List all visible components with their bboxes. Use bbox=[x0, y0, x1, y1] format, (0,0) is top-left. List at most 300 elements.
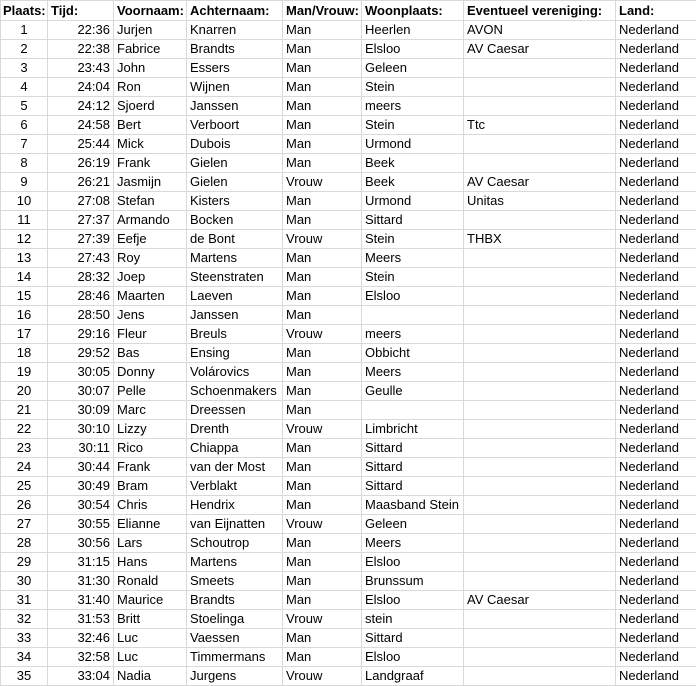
cell-achternaam[interactable]: Vaessen bbox=[187, 629, 283, 648]
table-row bbox=[1, 59, 696, 78]
cell-tijd[interactable]: 28:32 bbox=[48, 268, 114, 287]
table-row bbox=[1, 382, 696, 401]
cell-man-vrouw[interactable]: Man bbox=[283, 458, 362, 477]
cell-voornaam[interactable]: Marc bbox=[114, 401, 187, 420]
cell-achternaam[interactable]: Gielen bbox=[187, 173, 283, 192]
cell-achternaam[interactable]: Timmermans bbox=[187, 648, 283, 667]
cell-voornaam[interactable]: Fleur bbox=[114, 325, 187, 344]
cell-plaats[interactable]: 4 bbox=[1, 78, 48, 97]
cell-vereniging[interactable] bbox=[464, 59, 616, 78]
cell-man-vrouw[interactable]: Man bbox=[283, 401, 362, 420]
cell-man-vrouw[interactable]: Man bbox=[283, 249, 362, 268]
cell-vereniging[interactable] bbox=[464, 629, 616, 648]
cell-tijd[interactable]: 33:04 bbox=[48, 667, 114, 686]
cell-achternaam[interactable]: Essers bbox=[187, 59, 283, 78]
cell-vereniging[interactable]: AV Caesar bbox=[464, 173, 616, 192]
cell-woonplaats[interactable]: Geleen bbox=[362, 515, 464, 534]
cell-man-vrouw[interactable]: Man bbox=[283, 629, 362, 648]
cell-woonplaats[interactable]: Elsloo bbox=[362, 40, 464, 59]
cell-man-vrouw[interactable]: Man bbox=[283, 268, 362, 287]
cell-man-vrouw[interactable]: Man bbox=[283, 59, 362, 78]
cell-plaats[interactable]: 31 bbox=[1, 591, 48, 610]
cell-voornaam[interactable]: John bbox=[114, 59, 187, 78]
cell-woonplaats[interactable]: Heerlen bbox=[362, 21, 464, 40]
cell-tijd[interactable]: 28:50 bbox=[48, 306, 114, 325]
cell-vereniging[interactable] bbox=[464, 135, 616, 154]
cell-man-vrouw[interactable]: Vrouw bbox=[283, 667, 362, 686]
cell-voornaam[interactable]: Ron bbox=[114, 78, 187, 97]
cell-woonplaats[interactable]: Sittard bbox=[362, 211, 464, 230]
cell-tijd[interactable]: 30:49 bbox=[48, 477, 114, 496]
cell-achternaam[interactable]: Brandts bbox=[187, 591, 283, 610]
cell-achternaam[interactable]: Kisters bbox=[187, 192, 283, 211]
cell-voornaam[interactable]: Hans bbox=[114, 553, 187, 572]
cell-tijd[interactable]: 24:12 bbox=[48, 97, 114, 116]
cell-land[interactable]: Nederland bbox=[616, 420, 696, 439]
cell-man-vrouw[interactable]: Man bbox=[283, 591, 362, 610]
cell-tijd[interactable]: 30:10 bbox=[48, 420, 114, 439]
header-man-vrouw[interactable]: Man/Vrouw: bbox=[283, 1, 362, 21]
cell-vereniging[interactable]: Ttc bbox=[464, 116, 616, 135]
cell-voornaam[interactable]: Eefje bbox=[114, 230, 187, 249]
cell-woonplaats[interactable]: Maasband Stein bbox=[362, 496, 464, 515]
cell-woonplaats[interactable]: meers bbox=[362, 97, 464, 116]
cell-woonplaats[interactable]: Beek bbox=[362, 173, 464, 192]
cell-plaats[interactable]: 16 bbox=[1, 306, 48, 325]
cell-vereniging[interactable] bbox=[464, 439, 616, 458]
cell-land[interactable]: Nederland bbox=[616, 287, 696, 306]
cell-tijd[interactable]: 24:04 bbox=[48, 78, 114, 97]
cell-land[interactable]: Nederland bbox=[616, 21, 696, 40]
cell-tijd[interactable]: 30:09 bbox=[48, 401, 114, 420]
cell-man-vrouw[interactable]: Vrouw bbox=[283, 515, 362, 534]
cell-plaats[interactable]: 34 bbox=[1, 648, 48, 667]
cell-plaats[interactable]: 26 bbox=[1, 496, 48, 515]
cell-achternaam[interactable]: Janssen bbox=[187, 306, 283, 325]
cell-tijd[interactable]: 31:53 bbox=[48, 610, 114, 629]
cell-plaats[interactable]: 33 bbox=[1, 629, 48, 648]
cell-voornaam[interactable]: Pelle bbox=[114, 382, 187, 401]
cell-tijd[interactable]: 28:46 bbox=[48, 287, 114, 306]
cell-man-vrouw[interactable]: Man bbox=[283, 192, 362, 211]
cell-land[interactable]: Nederland bbox=[616, 458, 696, 477]
cell-woonplaats[interactable]: Stein bbox=[362, 78, 464, 97]
cell-achternaam[interactable]: de Bont bbox=[187, 230, 283, 249]
cell-plaats[interactable]: 32 bbox=[1, 610, 48, 629]
cell-voornaam[interactable]: Bas bbox=[114, 344, 187, 363]
cell-voornaam[interactable]: Sjoerd bbox=[114, 97, 187, 116]
cell-land[interactable]: Nederland bbox=[616, 173, 696, 192]
header-vereniging[interactable]: Eventueel vereniging: bbox=[464, 1, 616, 21]
cell-achternaam[interactable]: Volárovics bbox=[187, 363, 283, 382]
cell-voornaam[interactable]: Jasmijn bbox=[114, 173, 187, 192]
cell-woonplaats[interactable]: Geulle bbox=[362, 382, 464, 401]
cell-land[interactable]: Nederland bbox=[616, 610, 696, 629]
cell-voornaam[interactable]: Stefan bbox=[114, 192, 187, 211]
cell-vereniging[interactable] bbox=[464, 306, 616, 325]
table-row bbox=[1, 648, 696, 667]
cell-achternaam[interactable]: Steenstraten bbox=[187, 268, 283, 287]
cell-tijd[interactable]: 32:58 bbox=[48, 648, 114, 667]
cell-achternaam[interactable]: Wijnen bbox=[187, 78, 283, 97]
cell-land[interactable]: Nederland bbox=[616, 553, 696, 572]
cell-voornaam[interactable]: Chris bbox=[114, 496, 187, 515]
cell-plaats[interactable]: 15 bbox=[1, 287, 48, 306]
cell-man-vrouw[interactable]: Man bbox=[283, 40, 362, 59]
table-row bbox=[1, 268, 696, 287]
cell-man-vrouw[interactable]: Man bbox=[283, 363, 362, 382]
cell-tijd[interactable]: 27:08 bbox=[48, 192, 114, 211]
table-row bbox=[1, 477, 696, 496]
cell-vereniging[interactable] bbox=[464, 382, 616, 401]
cell-voornaam[interactable]: Rico bbox=[114, 439, 187, 458]
cell-vereniging[interactable]: AVON bbox=[464, 21, 616, 40]
cell-vereniging[interactable] bbox=[464, 648, 616, 667]
cell-plaats[interactable]: 27 bbox=[1, 515, 48, 534]
cell-man-vrouw[interactable]: Man bbox=[283, 496, 362, 515]
cell-tijd[interactable]: 30:07 bbox=[48, 382, 114, 401]
cell-man-vrouw[interactable]: Man bbox=[283, 534, 362, 553]
cell-woonplaats[interactable]: Stein bbox=[362, 116, 464, 135]
cell-land[interactable]: Nederland bbox=[616, 629, 696, 648]
cell-voornaam[interactable]: Britt bbox=[114, 610, 187, 629]
table-row bbox=[1, 325, 696, 344]
cell-voornaam[interactable]: Donny bbox=[114, 363, 187, 382]
cell-vereniging[interactable] bbox=[464, 610, 616, 629]
cell-vereniging[interactable] bbox=[464, 249, 616, 268]
cell-vereniging[interactable] bbox=[464, 477, 616, 496]
cell-land[interactable]: Nederland bbox=[616, 40, 696, 59]
cell-tijd[interactable]: 24:58 bbox=[48, 116, 114, 135]
header-achternaam[interactable]: Achternaam: bbox=[187, 1, 283, 21]
cell-voornaam[interactable]: Bert bbox=[114, 116, 187, 135]
cell-plaats[interactable]: 10 bbox=[1, 192, 48, 211]
cell-land[interactable]: Nederland bbox=[616, 534, 696, 553]
cell-voornaam[interactable]: Frank bbox=[114, 154, 187, 173]
header-land[interactable]: Land: bbox=[616, 1, 696, 21]
cell-vereniging[interactable] bbox=[464, 325, 616, 344]
cell-land[interactable]: Nederland bbox=[616, 363, 696, 382]
header-tijd[interactable]: Tijd: bbox=[48, 1, 114, 21]
cell-plaats[interactable]: 11 bbox=[1, 211, 48, 230]
cell-plaats[interactable]: 3 bbox=[1, 59, 48, 78]
cell-woonplaats[interactable]: Landgraaf bbox=[362, 667, 464, 686]
table-row bbox=[1, 173, 696, 192]
cell-achternaam[interactable]: van der Most bbox=[187, 458, 283, 477]
cell-tijd[interactable]: 32:46 bbox=[48, 629, 114, 648]
cell-plaats[interactable]: 25 bbox=[1, 477, 48, 496]
cell-achternaam[interactable]: Stoelinga bbox=[187, 610, 283, 629]
cell-man-vrouw[interactable]: Man bbox=[283, 344, 362, 363]
cell-plaats[interactable]: 1 bbox=[1, 21, 48, 40]
cell-voornaam[interactable]: Maarten bbox=[114, 287, 187, 306]
cell-woonplaats[interactable]: Meers bbox=[362, 249, 464, 268]
table-row bbox=[1, 344, 696, 363]
cell-achternaam[interactable]: Dubois bbox=[187, 135, 283, 154]
cell-tijd[interactable]: 22:38 bbox=[48, 40, 114, 59]
cell-woonplaats[interactable]: meers bbox=[362, 325, 464, 344]
cell-plaats[interactable]: 6 bbox=[1, 116, 48, 135]
cell-land[interactable]: Nederland bbox=[616, 268, 696, 287]
cell-tijd[interactable]: 30:55 bbox=[48, 515, 114, 534]
cell-plaats[interactable]: 13 bbox=[1, 249, 48, 268]
cell-woonplaats[interactable]: stein bbox=[362, 610, 464, 629]
cell-land[interactable]: Nederland bbox=[616, 667, 696, 686]
cell-achternaam[interactable]: Knarren bbox=[187, 21, 283, 40]
cell-vereniging[interactable] bbox=[464, 344, 616, 363]
cell-woonplaats[interactable]: Urmond bbox=[362, 192, 464, 211]
cell-land[interactable]: Nederland bbox=[616, 591, 696, 610]
cell-plaats[interactable]: 28 bbox=[1, 534, 48, 553]
cell-plaats[interactable]: 24 bbox=[1, 458, 48, 477]
cell-voornaam[interactable]: Bram bbox=[114, 477, 187, 496]
cell-plaats[interactable]: 5 bbox=[1, 97, 48, 116]
cell-tijd[interactable]: 26:19 bbox=[48, 154, 114, 173]
cell-woonplaats[interactable]: Elsloo bbox=[362, 287, 464, 306]
cell-woonplaats[interactable]: Elsloo bbox=[362, 648, 464, 667]
cell-voornaam[interactable]: Nadia bbox=[114, 667, 187, 686]
cell-woonplaats[interactable]: Limbricht bbox=[362, 420, 464, 439]
cell-land[interactable]: Nederland bbox=[616, 401, 696, 420]
cell-man-vrouw[interactable]: Man bbox=[283, 287, 362, 306]
cell-land[interactable]: Nederland bbox=[616, 135, 696, 154]
cell-man-vrouw[interactable]: Man bbox=[283, 116, 362, 135]
cell-vereniging[interactable] bbox=[464, 458, 616, 477]
cell-woonplaats[interactable]: Stein bbox=[362, 230, 464, 249]
cell-man-vrouw[interactable]: Man bbox=[283, 306, 362, 325]
cell-vereniging[interactable] bbox=[464, 154, 616, 173]
cell-achternaam[interactable]: Martens bbox=[187, 553, 283, 572]
cell-man-vrouw[interactable]: Man bbox=[283, 135, 362, 154]
cell-woonplaats[interactable]: Beek bbox=[362, 154, 464, 173]
cell-plaats[interactable]: 17 bbox=[1, 325, 48, 344]
cell-vereniging[interactable] bbox=[464, 78, 616, 97]
cell-voornaam[interactable]: Roy bbox=[114, 249, 187, 268]
cell-plaats[interactable]: 30 bbox=[1, 572, 48, 591]
cell-man-vrouw[interactable]: Vrouw bbox=[283, 420, 362, 439]
header-voornaam[interactable]: Voornaam: bbox=[114, 1, 187, 21]
cell-tijd[interactable]: 31:15 bbox=[48, 553, 114, 572]
cell-plaats[interactable]: 18 bbox=[1, 344, 48, 363]
cell-vereniging[interactable] bbox=[464, 287, 616, 306]
cell-man-vrouw[interactable]: Man bbox=[283, 572, 362, 591]
cell-vereniging[interactable] bbox=[464, 534, 616, 553]
cell-plaats[interactable]: 35 bbox=[1, 667, 48, 686]
cell-achternaam[interactable]: Verblakt bbox=[187, 477, 283, 496]
cell-plaats[interactable]: 21 bbox=[1, 401, 48, 420]
cell-voornaam[interactable]: Ronald bbox=[114, 572, 187, 591]
cell-man-vrouw[interactable]: Man bbox=[283, 97, 362, 116]
cell-land[interactable]: Nederland bbox=[616, 572, 696, 591]
cell-tijd[interactable]: 25:44 bbox=[48, 135, 114, 154]
cell-tijd[interactable]: 22:36 bbox=[48, 21, 114, 40]
cell-vereniging[interactable] bbox=[464, 97, 616, 116]
cell-land[interactable]: Nederland bbox=[616, 154, 696, 173]
cell-vereniging[interactable] bbox=[464, 211, 616, 230]
cell-land[interactable]: Nederland bbox=[616, 192, 696, 211]
cell-plaats[interactable]: 23 bbox=[1, 439, 48, 458]
cell-voornaam[interactable]: Armando bbox=[114, 211, 187, 230]
cell-woonplaats[interactable] bbox=[362, 306, 464, 325]
table-row bbox=[1, 154, 696, 173]
table-row bbox=[1, 534, 696, 553]
cell-tijd[interactable]: 26:21 bbox=[48, 173, 114, 192]
cell-vereniging[interactable] bbox=[464, 268, 616, 287]
cell-voornaam[interactable]: Jens bbox=[114, 306, 187, 325]
cell-land[interactable]: Nederland bbox=[616, 325, 696, 344]
cell-land[interactable]: Nederland bbox=[616, 439, 696, 458]
cell-plaats[interactable]: 2 bbox=[1, 40, 48, 59]
cell-tijd[interactable]: 29:52 bbox=[48, 344, 114, 363]
cell-woonplaats[interactable]: Sittard bbox=[362, 458, 464, 477]
cell-woonplaats[interactable]: Geleen bbox=[362, 59, 464, 78]
cell-man-vrouw[interactable]: Vrouw bbox=[283, 325, 362, 344]
cell-achternaam[interactable]: Schoenmakers bbox=[187, 382, 283, 401]
cell-plaats[interactable]: 9 bbox=[1, 173, 48, 192]
cell-tijd[interactable]: 30:05 bbox=[48, 363, 114, 382]
cell-woonplaats[interactable]: Sittard bbox=[362, 439, 464, 458]
cell-land[interactable]: Nederland bbox=[616, 496, 696, 515]
cell-tijd[interactable]: 30:44 bbox=[48, 458, 114, 477]
cell-vereniging[interactable] bbox=[464, 401, 616, 420]
cell-achternaam[interactable]: Schoutrop bbox=[187, 534, 283, 553]
cell-achternaam[interactable]: Breuls bbox=[187, 325, 283, 344]
cell-voornaam[interactable]: Lars bbox=[114, 534, 187, 553]
cell-land[interactable]: Nederland bbox=[616, 230, 696, 249]
cell-woonplaats[interactable]: Elsloo bbox=[362, 591, 464, 610]
cell-achternaam[interactable]: Martens bbox=[187, 249, 283, 268]
cell-vereniging[interactable] bbox=[464, 572, 616, 591]
cell-tijd[interactable]: 30:11 bbox=[48, 439, 114, 458]
cell-woonplaats[interactable]: Stein bbox=[362, 268, 464, 287]
cell-man-vrouw[interactable]: Vrouw bbox=[283, 610, 362, 629]
cell-achternaam[interactable]: van Eijnatten bbox=[187, 515, 283, 534]
cell-man-vrouw[interactable]: Man bbox=[283, 553, 362, 572]
table-row bbox=[1, 458, 696, 477]
cell-land[interactable]: Nederland bbox=[616, 78, 696, 97]
cell-vereniging[interactable]: Unitas bbox=[464, 192, 616, 211]
cell-land[interactable]: Nederland bbox=[616, 249, 696, 268]
header-plaats[interactable]: Plaats: bbox=[1, 1, 48, 21]
cell-tijd[interactable]: 29:16 bbox=[48, 325, 114, 344]
cell-plaats[interactable]: 8 bbox=[1, 154, 48, 173]
cell-achternaam[interactable]: Brandts bbox=[187, 40, 283, 59]
cell-tijd[interactable]: 27:37 bbox=[48, 211, 114, 230]
cell-achternaam[interactable]: Laeven bbox=[187, 287, 283, 306]
cell-tijd[interactable]: 31:40 bbox=[48, 591, 114, 610]
cell-tijd[interactable]: 30:56 bbox=[48, 534, 114, 553]
cell-man-vrouw[interactable]: Man bbox=[283, 154, 362, 173]
cell-woonplaats[interactable]: Meers bbox=[362, 363, 464, 382]
cell-voornaam[interactable]: Lizzy bbox=[114, 420, 187, 439]
cell-tijd[interactable]: 30:54 bbox=[48, 496, 114, 515]
cell-voornaam[interactable]: Luc bbox=[114, 629, 187, 648]
cell-voornaam[interactable]: Elianne bbox=[114, 515, 187, 534]
cell-tijd[interactable]: 27:39 bbox=[48, 230, 114, 249]
cell-woonplaats[interactable]: Urmond bbox=[362, 135, 464, 154]
cell-voornaam[interactable]: Luc bbox=[114, 648, 187, 667]
cell-voornaam[interactable]: Joep bbox=[114, 268, 187, 287]
table-row bbox=[1, 515, 696, 534]
cell-tijd[interactable]: 27:43 bbox=[48, 249, 114, 268]
cell-land[interactable]: Nederland bbox=[616, 59, 696, 78]
cell-man-vrouw[interactable]: Man bbox=[283, 21, 362, 40]
cell-plaats[interactable]: 19 bbox=[1, 363, 48, 382]
cell-achternaam[interactable]: Smeets bbox=[187, 572, 283, 591]
cell-vereniging[interactable]: THBX bbox=[464, 230, 616, 249]
cell-man-vrouw[interactable]: Man bbox=[283, 211, 362, 230]
cell-achternaam[interactable]: Hendrix bbox=[187, 496, 283, 515]
cell-achternaam[interactable]: Chiappa bbox=[187, 439, 283, 458]
cell-woonplaats[interactable]: Elsloo bbox=[362, 553, 464, 572]
cell-achternaam[interactable]: Janssen bbox=[187, 97, 283, 116]
cell-land[interactable]: Nederland bbox=[616, 116, 696, 135]
cell-voornaam[interactable]: Frank bbox=[114, 458, 187, 477]
cell-land[interactable]: Nederland bbox=[616, 477, 696, 496]
cell-man-vrouw[interactable]: Man bbox=[283, 477, 362, 496]
cell-achternaam[interactable]: Gielen bbox=[187, 154, 283, 173]
cell-woonplaats[interactable]: Meers bbox=[362, 534, 464, 553]
cell-woonplaats[interactable]: Sittard bbox=[362, 477, 464, 496]
cell-vereniging[interactable]: AV Caesar bbox=[464, 40, 616, 59]
cell-woonplaats[interactable]: Sittard bbox=[362, 629, 464, 648]
cell-voornaam[interactable]: Jurjen bbox=[114, 21, 187, 40]
cell-woonplaats[interactable] bbox=[362, 401, 464, 420]
cell-vereniging[interactable] bbox=[464, 496, 616, 515]
cell-man-vrouw[interactable]: Man bbox=[283, 439, 362, 458]
cell-vereniging[interactable] bbox=[464, 553, 616, 572]
cell-achternaam[interactable]: Jurgens bbox=[187, 667, 283, 686]
cell-man-vrouw[interactable]: Man bbox=[283, 78, 362, 97]
cell-land[interactable]: Nederland bbox=[616, 211, 696, 230]
cell-achternaam[interactable]: Drenth bbox=[187, 420, 283, 439]
cell-man-vrouw[interactable]: Vrouw bbox=[283, 230, 362, 249]
cell-vereniging[interactable] bbox=[464, 420, 616, 439]
cell-plaats[interactable]: 20 bbox=[1, 382, 48, 401]
header-woonplaats[interactable]: Woonplaats: bbox=[362, 1, 464, 21]
cell-voornaam[interactable]: Maurice bbox=[114, 591, 187, 610]
cell-vereniging[interactable] bbox=[464, 363, 616, 382]
cell-vereniging[interactable] bbox=[464, 667, 616, 686]
cell-tijd[interactable]: 23:43 bbox=[48, 59, 114, 78]
cell-achternaam[interactable]: Bocken bbox=[187, 211, 283, 230]
cell-achternaam[interactable]: Ensing bbox=[187, 344, 283, 363]
cell-plaats[interactable]: 7 bbox=[1, 135, 48, 154]
cell-tijd[interactable]: 31:30 bbox=[48, 572, 114, 591]
cell-plaats[interactable]: 14 bbox=[1, 268, 48, 287]
cell-woonplaats[interactable]: Brunssum bbox=[362, 572, 464, 591]
cell-voornaam[interactable]: Fabrice bbox=[114, 40, 187, 59]
cell-achternaam[interactable]: Verboort bbox=[187, 116, 283, 135]
cell-plaats[interactable]: 22 bbox=[1, 420, 48, 439]
cell-man-vrouw[interactable]: Man bbox=[283, 648, 362, 667]
cell-achternaam[interactable]: Dreessen bbox=[187, 401, 283, 420]
cell-land[interactable]: Nederland bbox=[616, 306, 696, 325]
cell-voornaam[interactable]: Mick bbox=[114, 135, 187, 154]
cell-man-vrouw[interactable]: Vrouw bbox=[283, 173, 362, 192]
cell-woonplaats[interactable]: Obbicht bbox=[362, 344, 464, 363]
cell-land[interactable]: Nederland bbox=[616, 97, 696, 116]
cell-vereniging[interactable] bbox=[464, 515, 616, 534]
cell-land[interactable]: Nederland bbox=[616, 344, 696, 363]
cell-land[interactable]: Nederland bbox=[616, 515, 696, 534]
cell-plaats[interactable]: 29 bbox=[1, 553, 48, 572]
cell-plaats[interactable]: 12 bbox=[1, 230, 48, 249]
cell-vereniging[interactable]: AV Caesar bbox=[464, 591, 616, 610]
cell-land[interactable]: Nederland bbox=[616, 648, 696, 667]
cell-man-vrouw[interactable]: Man bbox=[283, 382, 362, 401]
cell-land[interactable]: Nederland bbox=[616, 382, 696, 401]
